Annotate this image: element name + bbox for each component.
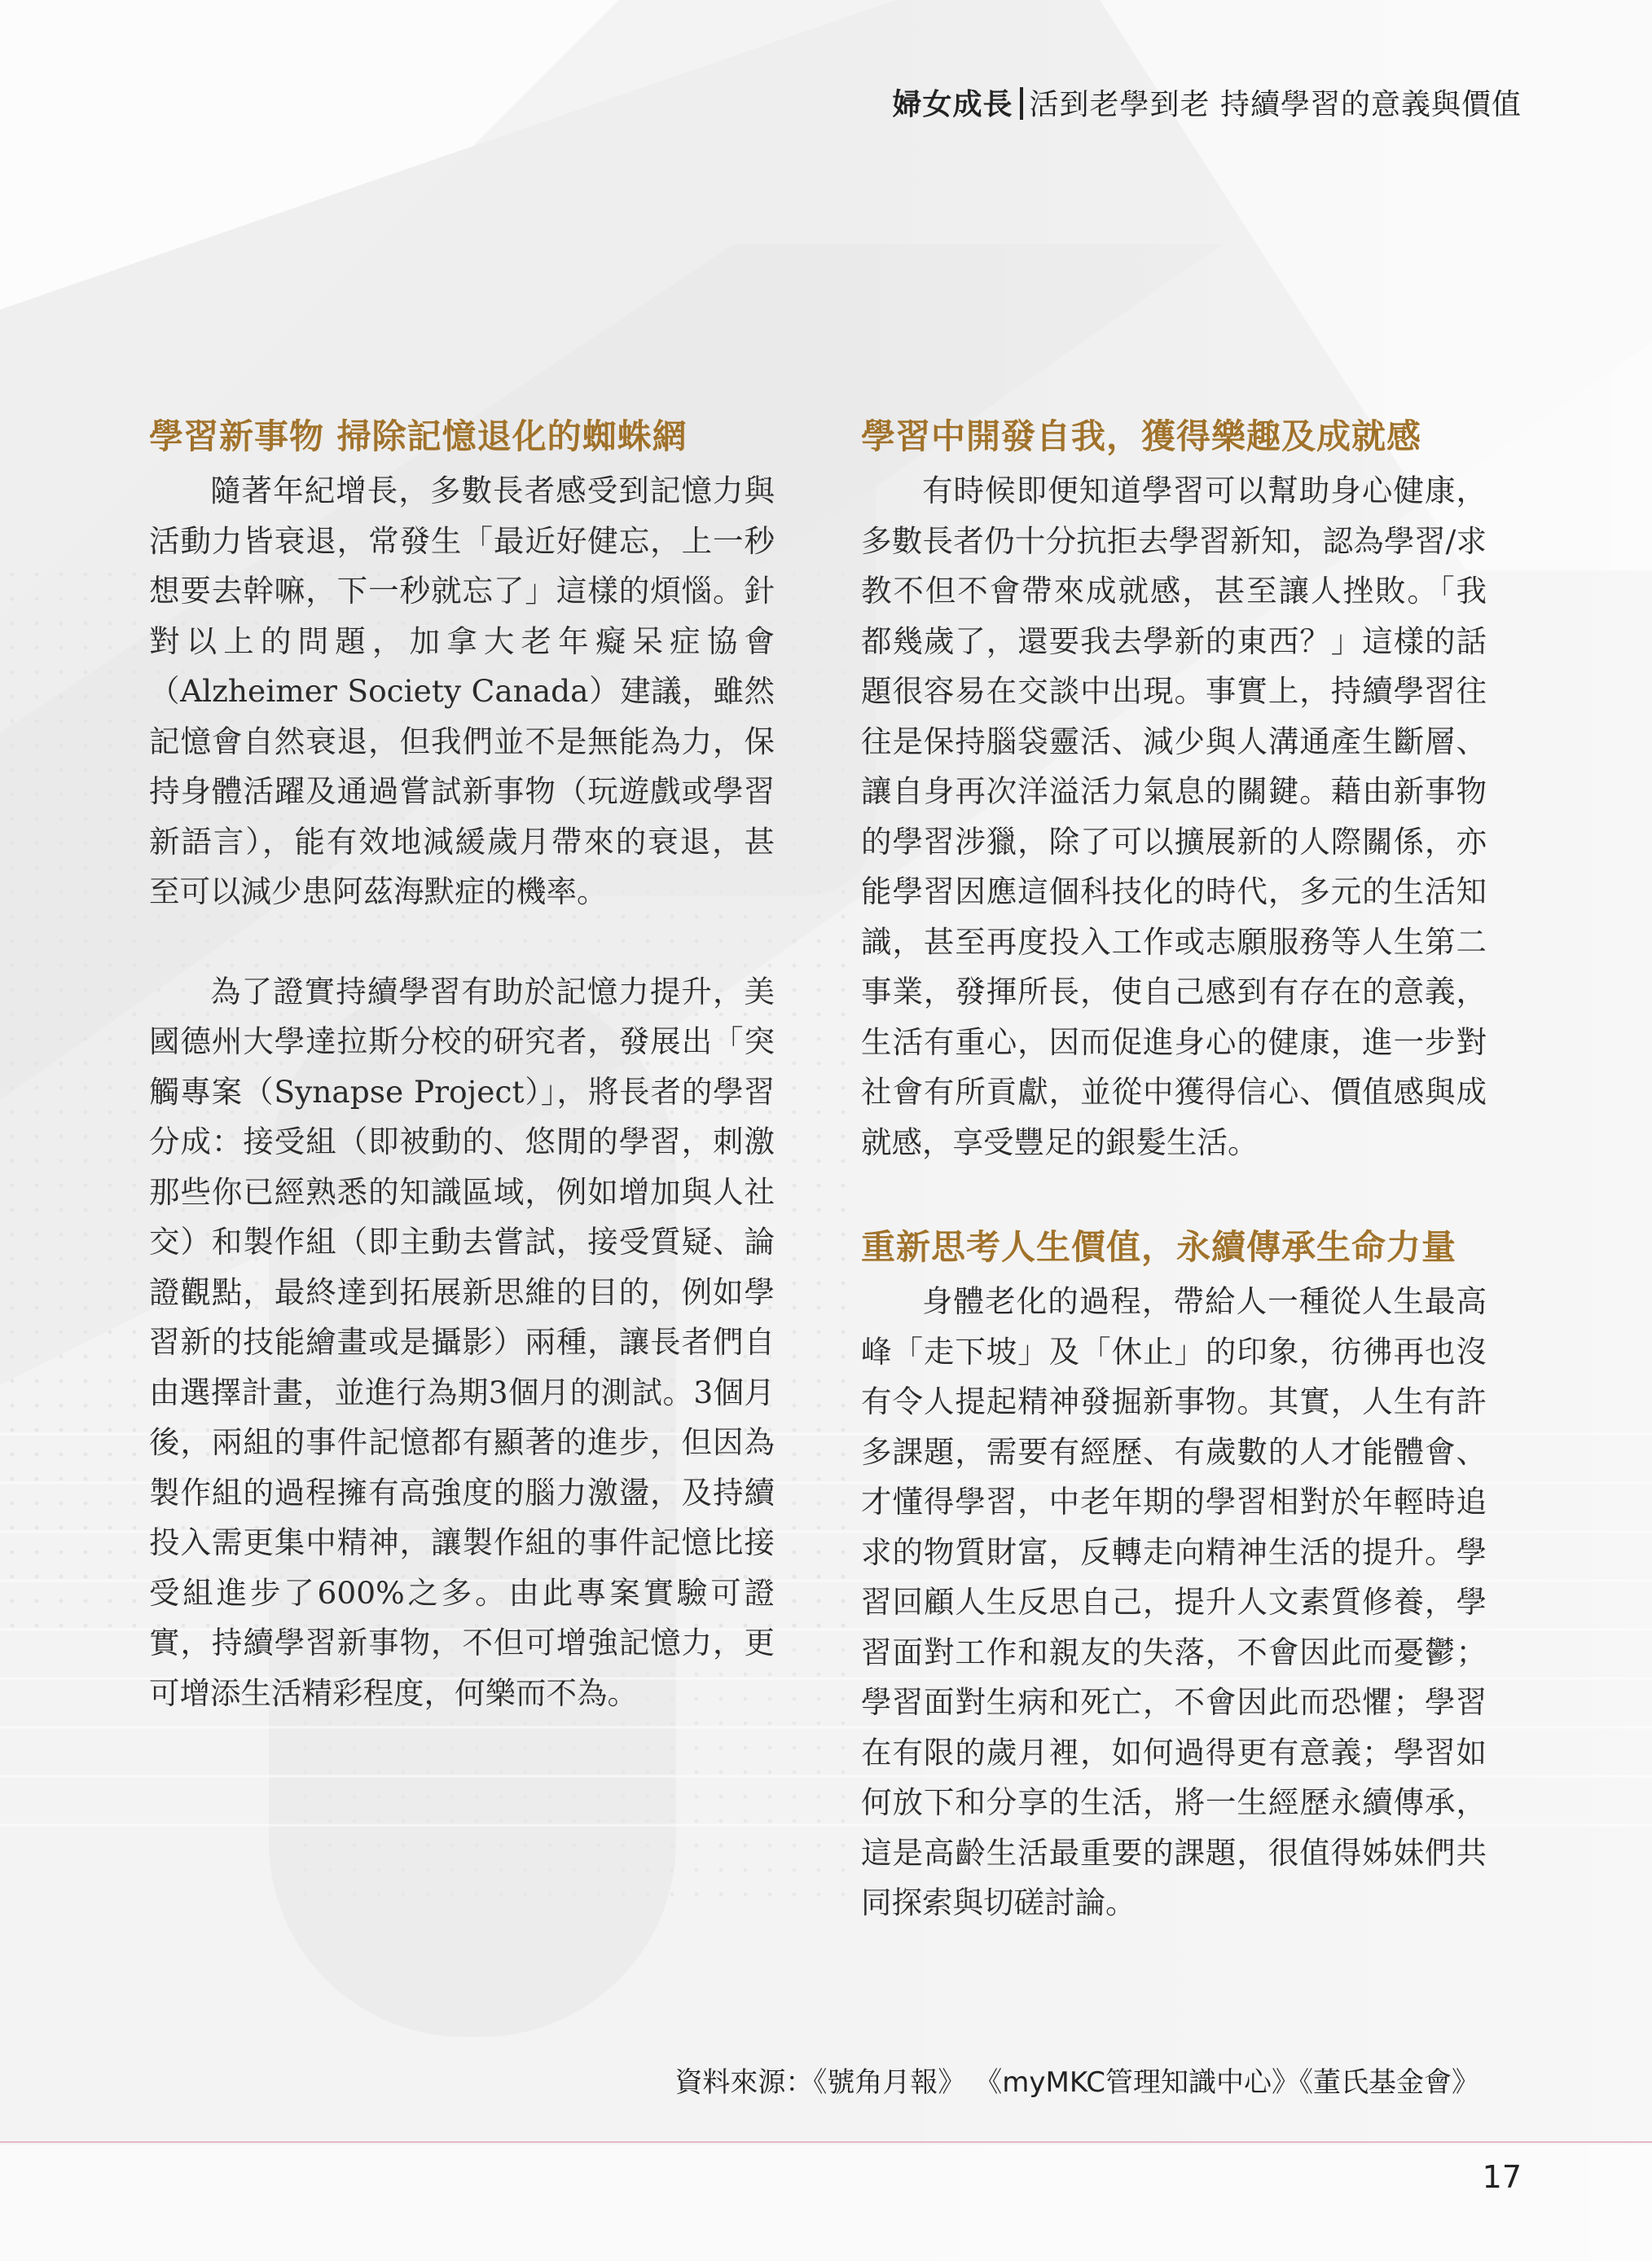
paragraph-synapse-project: 為了證實持續學習有助於記憶力提升，美國德州大學達拉斯分校的研究者，發展出「突觸專案（Synapse Project）」，將長者的學習分成：接受組（即被動的、悠閒的學習，刺激那些你已經熟悉的知識區域，例如增加與人社交）和製作組（即主動去嘗試，接受質疑、論證觀點，最終達到拓展新思維的目的，例如學習新的技能繪畫或是攝影）兩種，讓長者們自由選擇計畫，並進行為期3個月的測試。3個月後，兩組的事件記憶都有顯著的進步，但因為製作組的過程擁有高強度的腦力激盪，及持續投入需更集中精神，讓製作組的事件記憶比接受組進步了600%之多。由此專案實驗可證實，持續學習新事物，不但可增強記憶力，更可增添生活精彩程度，何樂而不為。 bbox=[149, 973, 775, 1711]
left-column bbox=[149, 407, 775, 1718]
paragraph-memory-decline: 隨著年紀增長，多數長者感受到記憶力與活動力皆衰退，常發生「最近好健忘，上一秒想要去幹嘛，下一秒就忘了」這樣的煩惱。針對以上的問題，加拿大老年癡呆症協會（Alzheimer Society Canada）建議，雖然記憶會自然衰退，但我們並不是無能為力，保持身體活躍及通過嘗試新事物（玩遊戲或學習新語言），能有效地減緩歲月帶來的衰退，甚至可以減少患阿茲海默症的機率。 bbox=[149, 473, 775, 909]
heading-learning-new-things: 學習新事物 掃除記憶退化的蜘蛛網 bbox=[149, 416, 688, 456]
heading-self-development: 學習中開發自我，獲得樂趣及成就感 bbox=[861, 416, 1422, 456]
footer-rule bbox=[0, 2141, 1652, 2143]
running-header bbox=[893, 81, 1522, 123]
header-section: 婦女成長 bbox=[892, 88, 1013, 121]
source-citation: 資料來源：《號角月報》 《myMKC管理知識中心》《董氏基金會》 bbox=[674, 2066, 1479, 2099]
header-title: 活到老學到老 持續學習的意義與價值 bbox=[1029, 88, 1522, 121]
page-number: 17 bbox=[1482, 2159, 1522, 2195]
right-column bbox=[861, 407, 1487, 1929]
paragraph-aging-reflection: 身體老化的過程，帶給人一種從人生最高峰「走下坡」及「休止」的印象，彷彿再也沒有令人提起精神發掘新事物。其實，人生有許多課題，需要有經歷、有歲數的人才能體會、才懂得學習，中老年期的學習相對於年輕時追求的物質財富，反轉走向精神生活的提升。學習回顧人生反思自己，提升人文素質修養，學習面對工作和親友的失落，不會因此而憂鬱；學習面對生病和死亡，不會因此而恐懼；學習在有限的歲月裡，如何過得更有意義；學習如何放下和分享的生活，將一生經歷永續傳承，這是高齡生活最重要的課題，很值得姊妹們共同探索與切磋討論。 bbox=[861, 1283, 1487, 1920]
paragraph-learning-benefits: 有時候即便知道學習可以幫助身心健康，多數長者仍十分抗拒去學習新知，認為學習/求教不但不會帶來成就感，甚至讓人挫敗。「我都幾歲了，還要我去學新的東西？」這樣的話題很容易在交談中出現。事實上，持續學習往往是保持腦袋靈活、減少與人溝通產生斷層、讓自身再次洋溢活力氣息的關鍵。藉由新事物的學習涉獵，除了可以擴展新的人際關係，亦能學習因應這個科技化的時代，多元的生活知識，甚至再度投入工作或志願服務等人生第二事業，發揮所長，使自己感到有存在的意義，生活有重心，因而促進身心的健康，進一步對社會有所貢獻，並從中獲得信心、價值感與成就感，享受豐足的銀髮生活。 bbox=[861, 473, 1487, 1160]
header-divider bbox=[1020, 87, 1023, 120]
heading-life-value: 重新思考人生價值，永續傳承生命力量 bbox=[861, 1227, 1457, 1267]
